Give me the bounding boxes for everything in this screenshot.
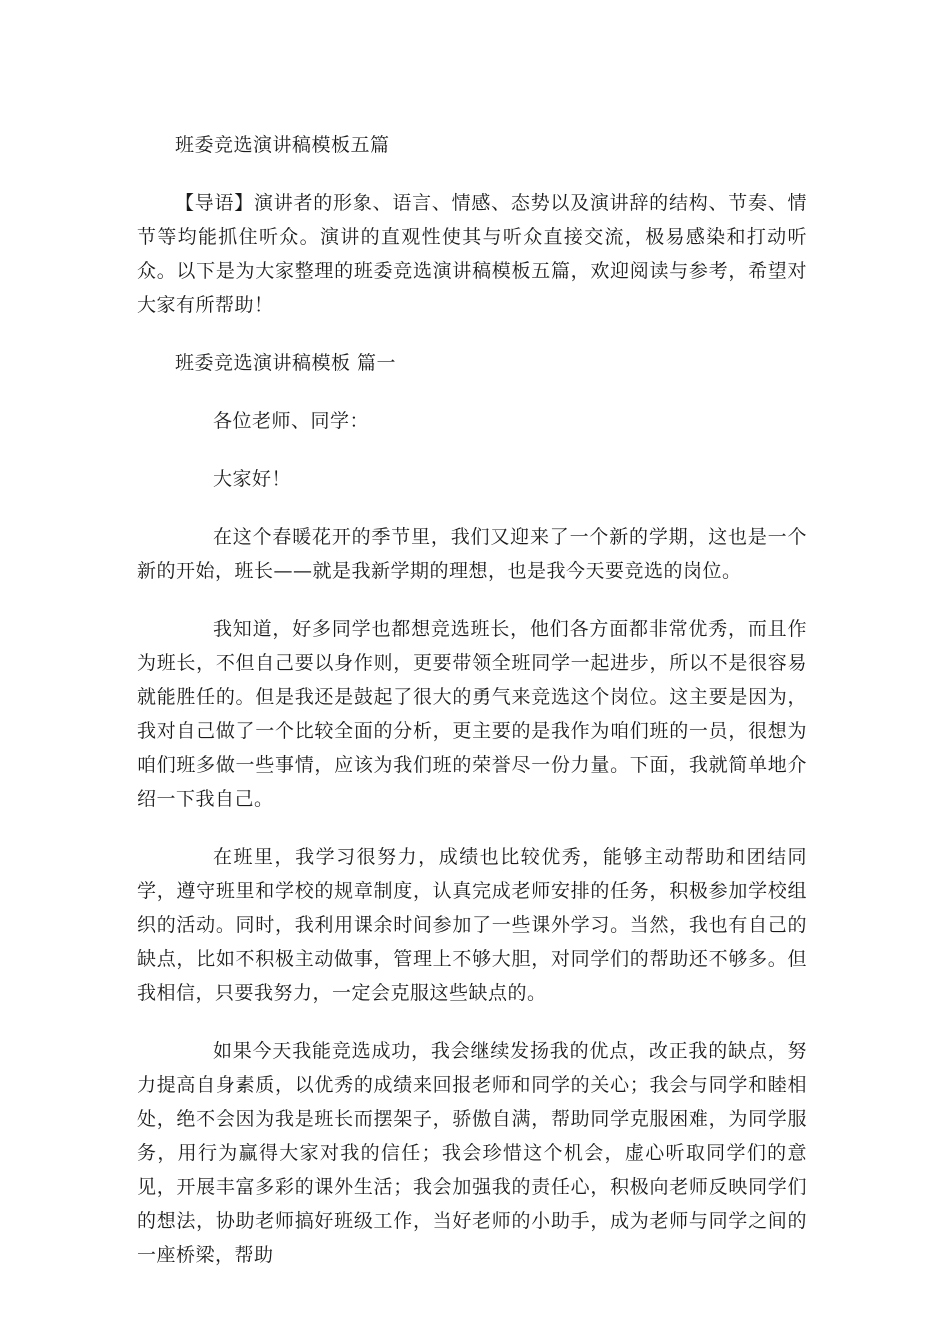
intro-paragraph: 【导语】演讲者的形象、语言、情感、态势以及演讲辞的结构、节奏、情节等均能抓住听众。演讲的直观性使其与听众直接交流，极易感染和打动听众。以下是为大家整理的班委竞选演讲稿模板五篇，欢迎阅读与参考，希望对大家有所帮助！ (137, 192, 807, 316)
section-heading: 班委竞选演讲稿模板 篇一 (175, 352, 397, 374)
document-body (137, 128, 807, 1296)
greeting: 大家好！ (213, 468, 292, 490)
salutation: 各位老师、同学： (213, 410, 370, 432)
document-title: 班委竞选演讲稿模板五篇 (175, 134, 390, 156)
body-paragraph: 我知道，好多同学也都想竞选班长，他们各方面都非常优秀，而且作为班长，不但自己要以身作则，更要带领全班同学一起进步，所以不是很容易就能胜任的。但是我还是鼓起了很大的勇气来竞选这个岗位。这主要是因为，我对自己做了一个比较全面的分析，更主要的是我作为咱们班的一员，很想为咱们班多做一些事情，应该为我们班的荣誉尽一份力量。下面，我就简单地介绍一下我自己。 (137, 618, 807, 810)
body-paragraph: 如果今天我能竞选成功，我会继续发扬我的优点，改正我的缺点，努力提高自身素质，以优秀的成绩来回报老师和同学的关心；我会与同学和睦相处，绝不会因为我是班长而摆架子，骄傲自满，帮助同学克服困难，为同学服务，用行为赢得大家对我的信任；我会珍惜这个机会，虚心听取同学们的意见，开展丰富多彩的课外生活；我会加强我的责任心，积极向老师反映同学们的想法，协助老师搞好班级工作，当好老师的小助手，成为老师与同学之间的一座桥梁，帮助 (137, 1040, 807, 1266)
body-paragraph: 在班里，我学习很努力，成绩也比较优秀，能够主动帮助和团结同学，遵守班里和学校的规章制度，认真完成老师安排的任务，积极参加学校组织的活动。同时，我利用课余时间参加了一些课外学习。当然，我也有自己的缺点，比如不积极主动做事，管理上不够大胆，对同学们的帮助还不够多。但我相信，只要我努力，一定会克服这些缺点的。 (137, 846, 807, 1004)
body-paragraph: 在这个春暖花开的季节里，我们又迎来了一个新的学期，这也是一个新的开始，班长——就是我新学期的理想，也是我今天要竞选的岗位。 (137, 526, 807, 582)
